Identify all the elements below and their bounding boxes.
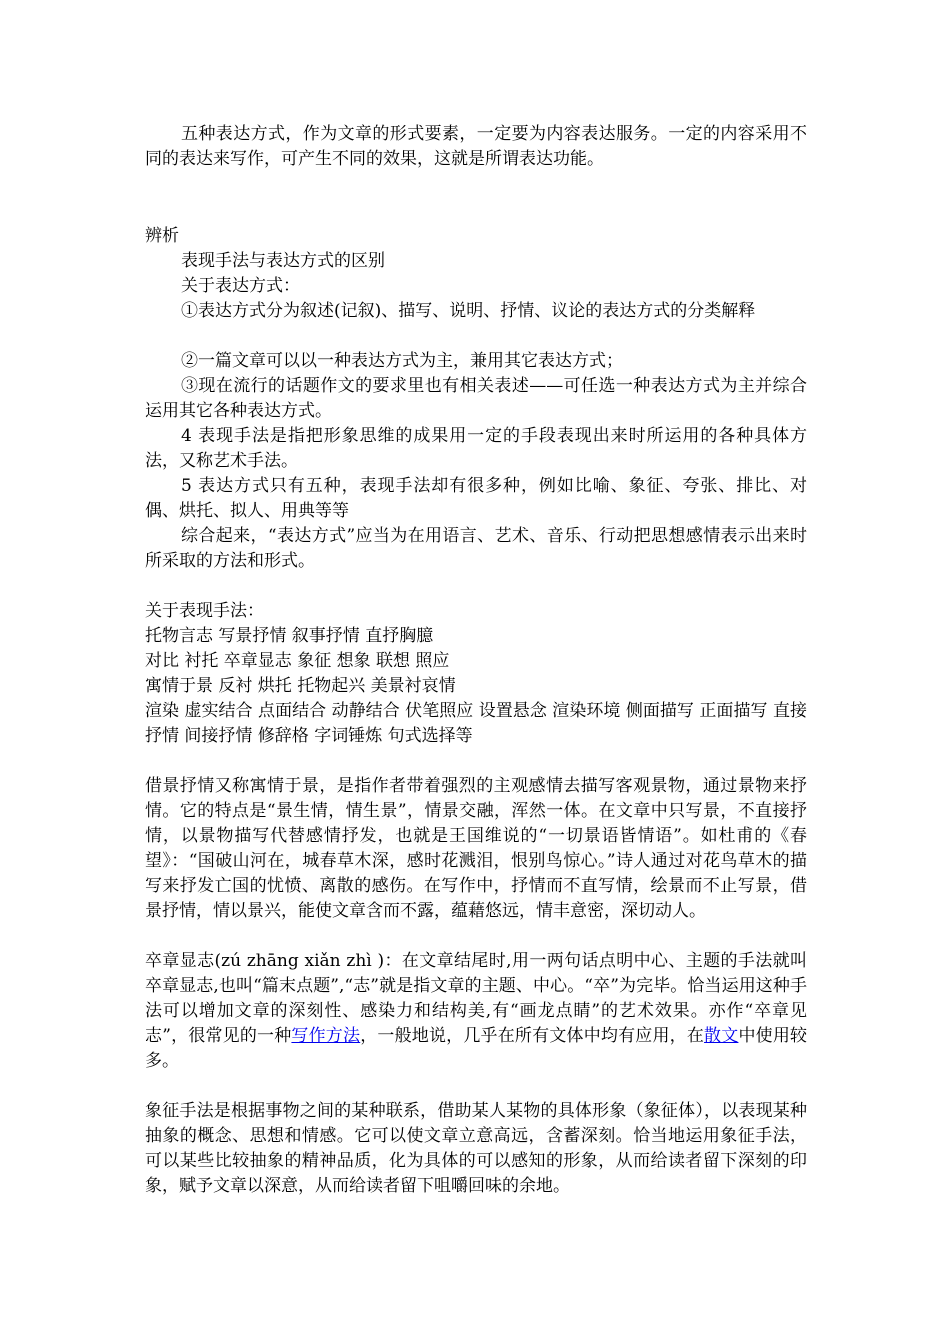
intro-paragraph: 五种表达方式，作为文章的形式要素，一定要为内容表达服务。一定的内容采用不同的表达来写作，可产生不同的效果，这就是所谓表达功能。 bbox=[145, 124, 807, 169]
techniques-line-4: 渲染 虚实结合 点面结合 动静结合 伏笔照应 设置悬念 渲染环境 侧面描写 正面描写 直接抒情 间接抒情 修辞格 字词锤炼 句式选择等 bbox=[145, 701, 807, 746]
scenery-paragraph: 借景抒情又称寓情于景，是指作者带着强烈的主观感情去描写客观景物，通过景物来抒情。它的特点是“景生情，情生景”，情景交融，浑然一体。在文章中只写景，不直接抒情，以景物描写代替感情抒发，也就是王国维说的“一切景语皆情语”。如杜甫的《春望》：“国破山河在，城春草木深，感时花溅泪，恨别鸟惊心。”诗人通过对花鸟草木的描写来抒发亡国的忧愤、离散的感伤。在写作中，抒情而不直写情，绘景而不止写景，借景抒情，情以景兴，能使文章含而不露，蕴藉悠远，情丰意密，深切动人。 bbox=[145, 776, 807, 921]
about-expression-heading: 关于表达方式： bbox=[181, 276, 300, 296]
spacer bbox=[145, 749, 807, 774]
analysis-item-2: ②一篇文章可以以一种表达方式为主，兼用其它表达方式； bbox=[181, 351, 623, 371]
analysis-title: 表现手法与表达方式的区别 bbox=[181, 251, 385, 271]
techniques-line-2: 对比 衬托 卒章显志 象征 想象 联想 照应 bbox=[145, 651, 450, 671]
analysis-summary: 综合起来，“表达方式”应当为在用语言、艺术、音乐、行动把思想感情表示出来时所采取的方法和形式。 bbox=[145, 526, 807, 571]
ending-text-3: 中使用较多。 bbox=[145, 1026, 808, 1071]
spacer bbox=[145, 172, 807, 224]
spacer bbox=[145, 574, 807, 599]
prose-link[interactable]: 散文 bbox=[704, 1026, 739, 1046]
techniques-line-1: 托物言志 写景抒情 叙事抒情 直抒胸臆 bbox=[145, 626, 434, 646]
ending-text-2: ，一般地说，几乎在所有文体中均有应用，在 bbox=[360, 1026, 705, 1046]
spacer bbox=[145, 924, 807, 949]
techniques-heading: 关于表现手法： bbox=[145, 601, 264, 621]
document-body bbox=[145, 122, 807, 1199]
writing-method-link[interactable]: 写作方法 bbox=[291, 1026, 361, 1046]
analysis-item-5: 5 表达方式只有五种，表现手法却有很多种，例如比喻、象征、夸张、排比、对偶、烘托、拟人、用典等等 bbox=[145, 476, 807, 521]
analysis-heading: 辨析 bbox=[145, 226, 179, 246]
analysis-item-3: ③现在流行的话题作文的要求里也有相关表述——可任选一种表达方式为主并综合运用其它各种表达方式。 bbox=[145, 376, 807, 421]
ending-text-1: 卒章显志(zú zhāng xiǎn zhì )：在文章结尾时,用一两句话点明中心、主题的手法就叫卒章显志,也叫“篇末点题”,“志”就是指文章的主题、中心。“卒”为完毕。恰当运用这种手法可以增加文章的深刻性、感染力和结构美,有“画龙点睛”的艺术效果。亦作“卒章见志”，很常见的一种 bbox=[145, 951, 807, 1046]
spacer bbox=[145, 324, 807, 349]
spacer bbox=[145, 1074, 807, 1099]
analysis-item-4: 4 表现手法是指把形象思维的成果用一定的手段表现出来时所运用的各种具体方法，又称艺术手法。 bbox=[145, 426, 807, 471]
ending-paragraph bbox=[145, 949, 807, 1074]
symbolism-paragraph: 象征手法是根据事物之间的某种联系，借助某人某物的具体形象（象征体），以表现某种抽象的概念、思想和情感。它可以使文章立意高远，含蓄深刻。恰当地运用象征手法，可以某些比较抽象的精神品质，化为具体的可以感知的形象，从而给读者留下深刻的印象，赋予文章以深意，从而给读者留下咀嚼回味的余地。 bbox=[145, 1101, 807, 1196]
techniques-line-3: 寓情于景 反衬 烘托 托物起兴 美景衬哀情 bbox=[145, 676, 456, 696]
analysis-item-1: ①表达方式分为叙述(记叙)、描写、说明、抒情、议论的表达方式的分类解释 bbox=[181, 301, 756, 321]
